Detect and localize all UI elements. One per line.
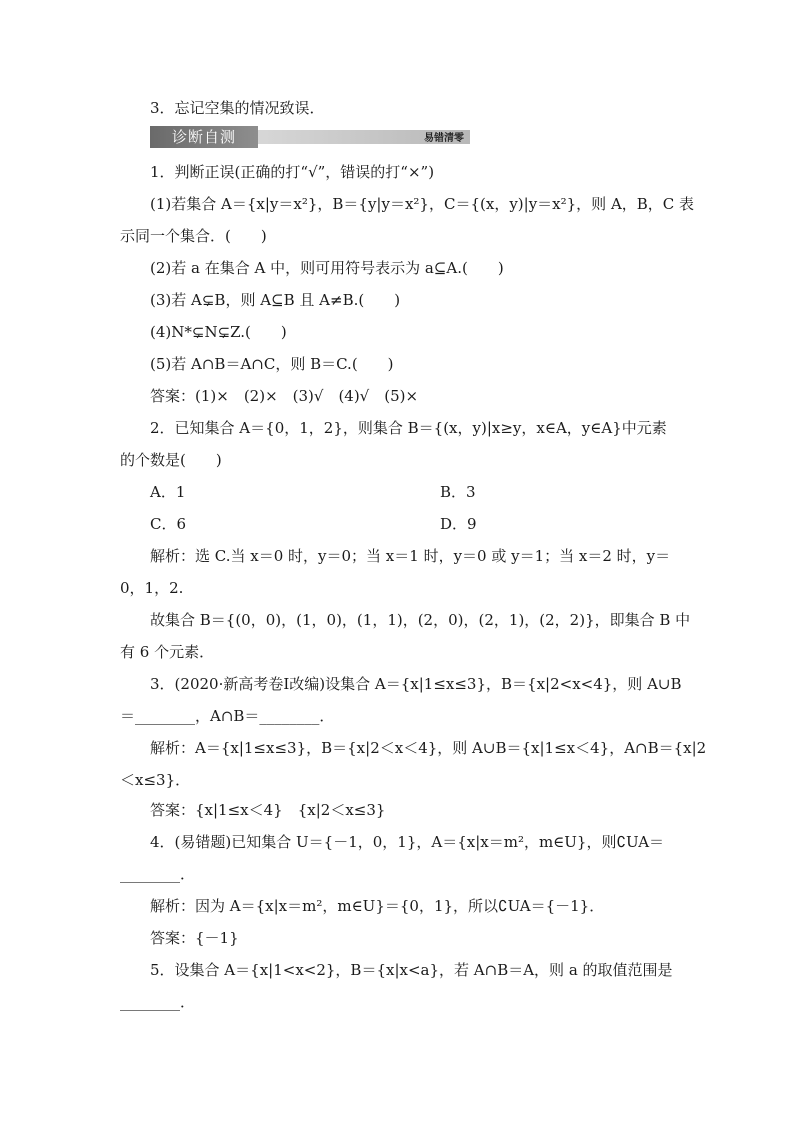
q1-answer: 答案：(1)× (2)× (3)√ (4)√ (5)× [150, 387, 419, 405]
q5-stem: 5．设集合 A＝{x|1<x<2}，B＝{x|x<a}，若 A∩B＝A，则 a 的取值范围是 [150, 961, 673, 979]
q2-option-c: C．6 [150, 515, 187, 533]
q1-statement-4: (4)N*⊊N⊊Z.( ) [150, 323, 287, 341]
q3-solution-cont: ＜x≤3}． [120, 771, 191, 789]
q2-stem: 2．已知集合 A＝{0，1，2}，则集合 B＝{(x，y)|x≥y，x∈A，y∈A}中元素 [150, 419, 667, 437]
q3-answer: 答案：{x|1≤x＜4} {x|2＜x≤3} [150, 801, 386, 819]
q2-solution: 解析：选 C.当 x＝0 时，y＝0；当 x＝1 时，y＝0 或 y＝1；当 x＝2 时，y＝ [150, 547, 671, 565]
q2-solution-cont: 0，1，2. [120, 579, 184, 597]
q5-stem-cont: ________． [120, 993, 196, 1011]
q2-solution-set-cont: 有 6 个元素． [120, 643, 215, 661]
q4-answer: 答案：{－1} [150, 929, 239, 947]
q2-option-a: A．1 [150, 483, 186, 501]
q2-solution-set: 故集合 B＝{(0，0)，(1，0)，(1，1)，(2，0)，(2，1)，(2，2)}，即集合 B 中 [150, 611, 691, 629]
q3-stem-cont: ＝________，A∩B＝________． [120, 707, 335, 725]
q3-solution: 解析：A＝{x|1≤x≤3}，B＝{x|2＜x＜4}，则 A∪B＝{x|1≤x＜4}，A∩B＝{x|2 [150, 739, 707, 757]
q1-statement-2: (2)若 a 在集合 A 中，则可用符号表示为 a⊆A.( ) [150, 259, 504, 277]
q1-statement-1-cont: 示同一个集合．( ) [120, 227, 267, 245]
q1-statement-1: (1)若集合 A＝{x|y＝x²}，B＝{y|y＝x²}，C＝{(x，y)|y＝x²}，则 A，B，C 表 [150, 195, 695, 213]
banner-subtitle: 易错清零 [424, 133, 464, 144]
q1-stem: 1．判断正误(正确的打“√”，错误的打“×”) [150, 163, 435, 181]
q4-stem: 4．(易错题)已知集合 U＝{－1，0，1}，A＝{x|x＝m²，m∈U}，则∁UA＝ [150, 833, 665, 851]
q2-option-d: D．9 [440, 515, 477, 533]
q1-statement-3: (3)若 A⊊B，则 A⊆B 且 A≠B.( ) [150, 291, 401, 309]
banner-title: 诊断自测 [150, 126, 258, 148]
section-banner [150, 126, 470, 148]
intro-item-3: 3．忘记空集的情况致误． [150, 99, 325, 117]
q3-stem: 3．(2020·新高考卷Ⅰ改编)设集合 A＝{x|1≤x≤3}，B＝{x|2<x<4}，则 A∪B [150, 675, 682, 693]
q2-stem-cont: 的个数是( ) [120, 451, 222, 469]
q4-solution: 解析：因为 A＝{x|x＝m²，m∈U}＝{0，1}，所以∁UA＝{－1}． [150, 897, 605, 915]
q1-statement-5: (5)若 A∩B＝A∩C，则 B＝C.( ) [150, 355, 394, 373]
q2-option-b: B．3 [440, 483, 476, 501]
q4-stem-cont: ________． [120, 865, 196, 883]
